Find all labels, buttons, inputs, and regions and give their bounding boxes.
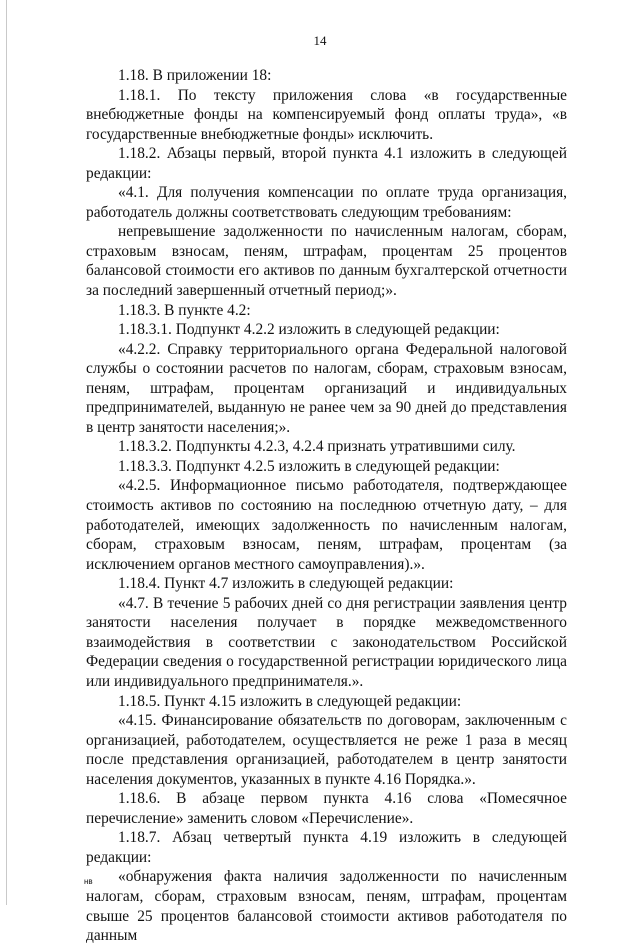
paragraph: 1.18.7. Абзац четвертый пункта 4.19 изложить в следующей редакции:: [86, 829, 567, 866]
paragraph: «4.1. Для получения компенсации по оплате труда организация, работодатель должны соответствовать следующим требованиям:: [86, 184, 567, 221]
paragraph: 1.18.1. По тексту приложения слова «в государственные внебюджетные фонды на компенсируемый фонд оплаты труда», «в государственные внебюджетные фонды» исключить.: [86, 86, 567, 143]
page-number: 14: [313, 33, 327, 48]
paragraph: «4.7. В течение 5 рабочих дней со дня регистрации заявления центр занятости населения получает в порядке межведомственного взаимодействия в соответствии с законодательством Российской Федерации сведения о государственной регистрации юридического лица или индивидуального предпринимателя.».: [86, 594, 567, 690]
paragraph: 1.18.2. Абзацы первый, второй пункта 4.1 изложить в следующей редакции:: [86, 145, 567, 182]
paragraph: «4.15. Финансирование обязательств по договорам, заключенным с организацией, работодателем, осуществляется не реже 1 раза в месяц после представления организацией, работодателем в центр занятости населения документов, указанных в пункте 4.16 Порядка.».: [86, 712, 567, 788]
scan-edge-line: [6, 0, 7, 905]
paragraph: 1.18.3.3. Подпункт 4.2.5 изложить в следующей редакции:: [118, 457, 500, 475]
paragraph: 1.18.4. Пункт 4.7 изложить в следующей редакции:: [118, 575, 454, 593]
paragraph: «4.2.2. Справку территориального органа Федеральной налоговой службы о состоянии расчетов по налогам, сборам, страховым взносам, пеням, штрафам, процентам организаций и индивидуальных предпринимателей, выданную не ранее чем за 90 дней до представления в центр занятости населения;».: [86, 340, 567, 436]
paragraph: 1.18.3. В пункте 4.2:: [118, 301, 251, 319]
paragraph: непревышение задолженности по начисленным налогам, сборам, страховым взносам, пеням, штрафам, процентам 25 процентов балансовой стоимости его активов по данным бухгалтерской отчетности за последний завершенный отчетный период;».: [86, 223, 567, 300]
paragraph: 1.18.3.2. Подпункты 4.2.3, 4.2.4 признать утратившими силу.: [118, 438, 516, 456]
document-body: [86, 66, 567, 946]
paragraph: 1.18. В приложении 18:: [118, 67, 272, 84]
paragraph: «4.2.5. Информационное письмо работодателя, подтверждающее стоимость активов по состоянию на последнюю отчетную дату, – для работодателей, имеющих задолженность по начисленным налогам, сборам, страховым взносам, пеням, штрафам, процентам (за исключением органов местного самоуправления).».: [86, 477, 567, 573]
paragraph: 1.18.6. В абзаце первом пункта 4.16 слова «Помесячное перечисление» заменить словом «Перечисление».: [86, 790, 567, 827]
paragraph: 1.18.5. Пункт 4.15 изложить в следующей редакции:: [118, 692, 462, 710]
paragraph: «обнаружения факта наличия задолженности по начисленным налогам, сборам, страховым взносам, пеням, штрафам, процентам свыше 25 процентов балансовой стоимости активов работодателя по данным: [86, 868, 567, 945]
footer-initials: нв: [84, 877, 93, 886]
paragraph: 1.18.3.1. Подпункт 4.2.2 изложить в следующей редакции:: [118, 321, 500, 339]
